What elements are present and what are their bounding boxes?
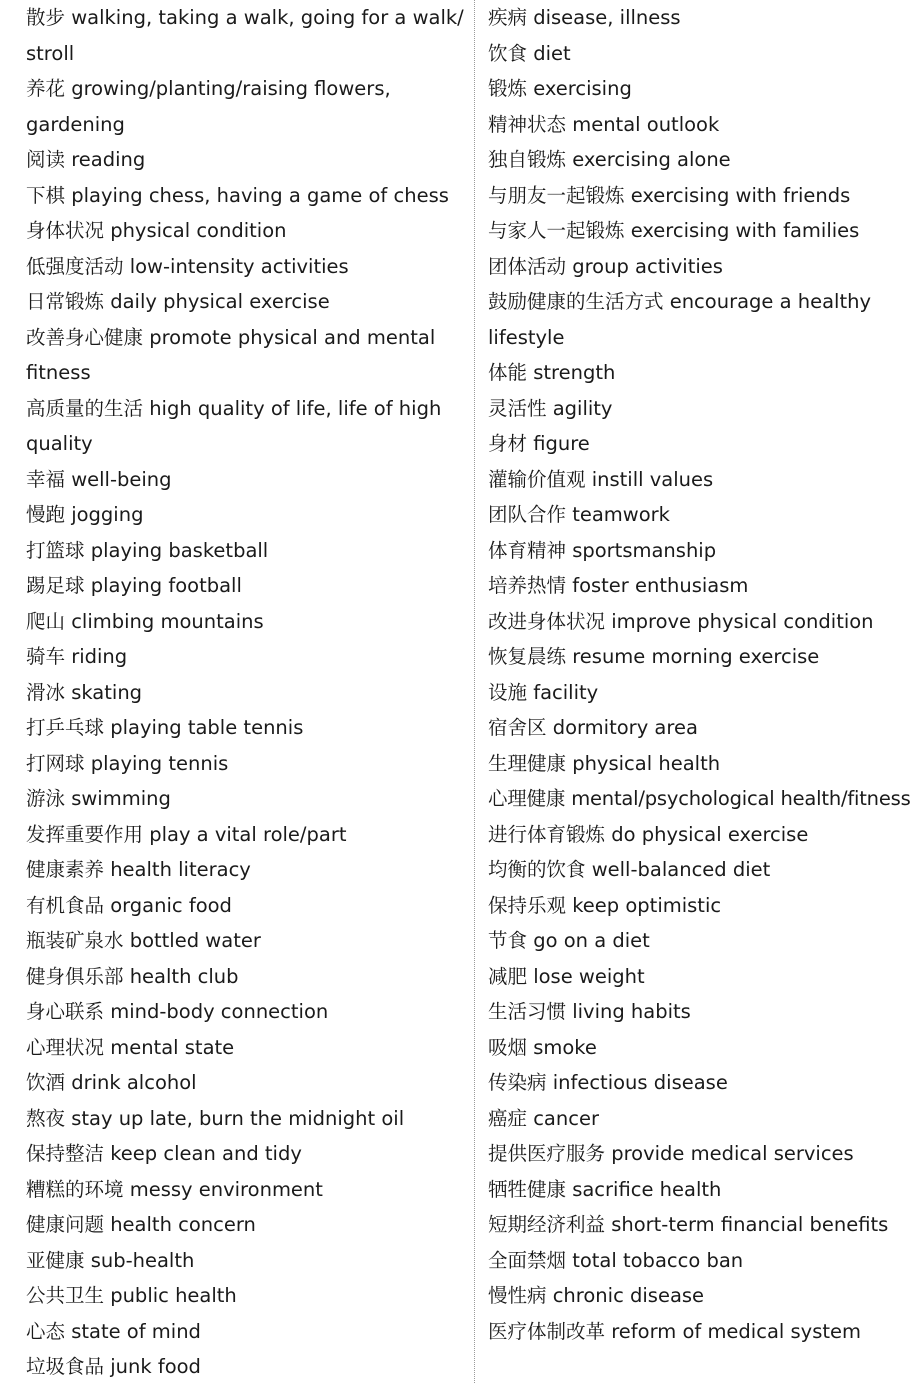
vocab-entry: 有机食品 organic food <box>26 893 232 917</box>
vocab-entry: 身心联系 mind-body connection <box>26 1000 329 1023</box>
vocab-entry: 保持乐观 keep optimistic <box>488 893 722 917</box>
vocab-entry: 体能 strength <box>488 361 616 384</box>
vocab-entry: 心态 state of mind <box>26 1319 201 1343</box>
vocab-entry: 瓶装矿泉水 bottled water <box>26 929 261 952</box>
vocab-entry: 身材 figure <box>488 432 590 455</box>
vocab-entry: 传染病 infectious disease <box>488 1071 728 1094</box>
vocab-entry: 日常锻炼 daily physical exercise <box>26 290 330 313</box>
vocab-entry: 与家人一起锻炼 exercising with families <box>488 219 860 242</box>
vocab-entry: 发挥重要作用 play a vital role/part <box>26 822 347 846</box>
vocab-entry: 癌症 cancer <box>488 1106 599 1130</box>
vocab-entry: 心理健康 mental/psychological health/fitness <box>488 787 911 810</box>
vocab-entry: 糟糕的环境 messy environment <box>26 1177 323 1201</box>
vocab-entry: 打网球 playing tennis <box>26 751 229 775</box>
vocab-entry: 身体状况 physical condition <box>26 219 287 242</box>
vocab-entry: 打篮球 playing basketball <box>26 538 269 562</box>
vocab-entry: 灌输价值观 instill values <box>488 467 714 491</box>
vocab-entry: 均衡的饮食 well-balanced diet <box>488 858 771 881</box>
vocab-entry: 垃圾食品 junk food <box>26 1355 201 1378</box>
column-divider <box>474 0 475 1383</box>
vocab-entry: 阅读 reading <box>26 148 146 171</box>
vocab-entry: 鼓励健康的生活方式 encourage a healthy lifestyle <box>488 290 872 349</box>
vocab-entry: 改善身心健康 promote physical and mental fitness <box>26 325 436 384</box>
vocab-entry: 节食 go on a diet <box>488 929 650 952</box>
vocab-entry: 进行体育锻炼 do physical exercise <box>488 822 809 846</box>
vocab-entry: 精神状态 mental outlook <box>488 112 720 136</box>
vocab-entry: 保持整洁 keep clean and tidy <box>26 1142 302 1165</box>
vocab-entry: 慢性病 chronic disease <box>488 1284 705 1307</box>
vocab-entry: 团体活动 group activities <box>488 254 723 278</box>
vocab-entry: 健康问题 health concern <box>26 1213 256 1236</box>
vocab-entry: 饮酒 drink alcohol <box>26 1071 197 1094</box>
vocab-entry: 幸福 well-being <box>26 467 172 491</box>
vocab-entry: 与朋友一起锻炼 exercising with friends <box>488 183 851 207</box>
vocab-entry: 恢复晨练 resume morning exercise <box>488 645 820 668</box>
vocab-entry: 改进身体状况 improve physical condition <box>488 609 874 633</box>
vocab-entry: 减肥 lose weight <box>488 964 645 988</box>
vocab-entry: 慢跑 jogging <box>26 503 144 526</box>
vocab-entry: 游泳 swimming <box>26 787 171 810</box>
vocab-entry: 吸烟 smoke <box>488 1035 597 1059</box>
vocab-entry: 踢足球 playing football <box>26 574 242 597</box>
vocab-entry: 高质量的生活 high quality of life, life of high quality <box>26 396 442 455</box>
vocab-entry: 全面禁烟 total tobacco ban <box>488 1248 744 1272</box>
vocab-entry: 体育精神 sportsmanship <box>488 538 717 562</box>
vocab-entry: 宿舍区 dormitory area <box>488 716 698 739</box>
vocab-entry: 亚健康 sub-health <box>26 1248 195 1272</box>
vocab-entry: 独自锻炼 exercising alone <box>488 148 731 171</box>
vocab-entry: 短期经济利益 short-term financial benefits <box>488 1213 889 1236</box>
vocab-entry: 散步 walking, taking a walk, going for a walk/ stroll <box>26 6 464 65</box>
vocab-entry: 爬山 climbing mountains <box>26 609 264 633</box>
vocab-entry: 设施 facility <box>488 680 599 704</box>
right-vocabulary-column <box>488 0 912 1349</box>
vocab-entry: 滑冰 skating <box>26 680 143 704</box>
vocab-entry: 下棋 playing chess, having a game of chess <box>26 183 449 207</box>
vocab-entry: 骑车 riding <box>26 645 128 668</box>
vocab-entry: 团队合作 teamwork <box>488 503 670 526</box>
vocab-entry: 锻炼 exercising <box>488 77 632 100</box>
vocab-entry: 生活习惯 living habits <box>488 1000 691 1023</box>
vocab-entry: 培养热情 foster enthusiasm <box>488 574 749 597</box>
vocab-entry: 提供医疗服务 provide medical services <box>488 1142 854 1165</box>
vocab-entry: 灵活性 agility <box>488 396 613 420</box>
vocab-entry: 熬夜 stay up late, burn the midnight oil <box>26 1106 405 1130</box>
vocab-entry: 心理状况 mental state <box>26 1035 235 1059</box>
vocab-entry: 健康素养 health literacy <box>26 858 251 881</box>
vocab-entry: 打乒乓球 playing table tennis <box>26 716 304 739</box>
vocab-entry: 低强度活动 low-intensity activities <box>26 254 349 278</box>
vocab-entry: 疾病 disease, illness <box>488 6 681 29</box>
vocab-entry: 公共卫生 public health <box>26 1284 237 1307</box>
left-vocabulary-column <box>26 0 464 1385</box>
vocab-entry: 医疗体制改革 reform of medical system <box>488 1319 862 1343</box>
vocab-entry: 健身俱乐部 health club <box>26 964 239 988</box>
vocab-entry: 牺牲健康 sacrifice health <box>488 1177 722 1201</box>
vocab-entry: 生理健康 physical health <box>488 751 721 775</box>
vocab-entry: 饮食 diet <box>488 41 571 65</box>
vocab-entry: 养花 growing/planting/raising flowers, gardening <box>26 77 391 136</box>
